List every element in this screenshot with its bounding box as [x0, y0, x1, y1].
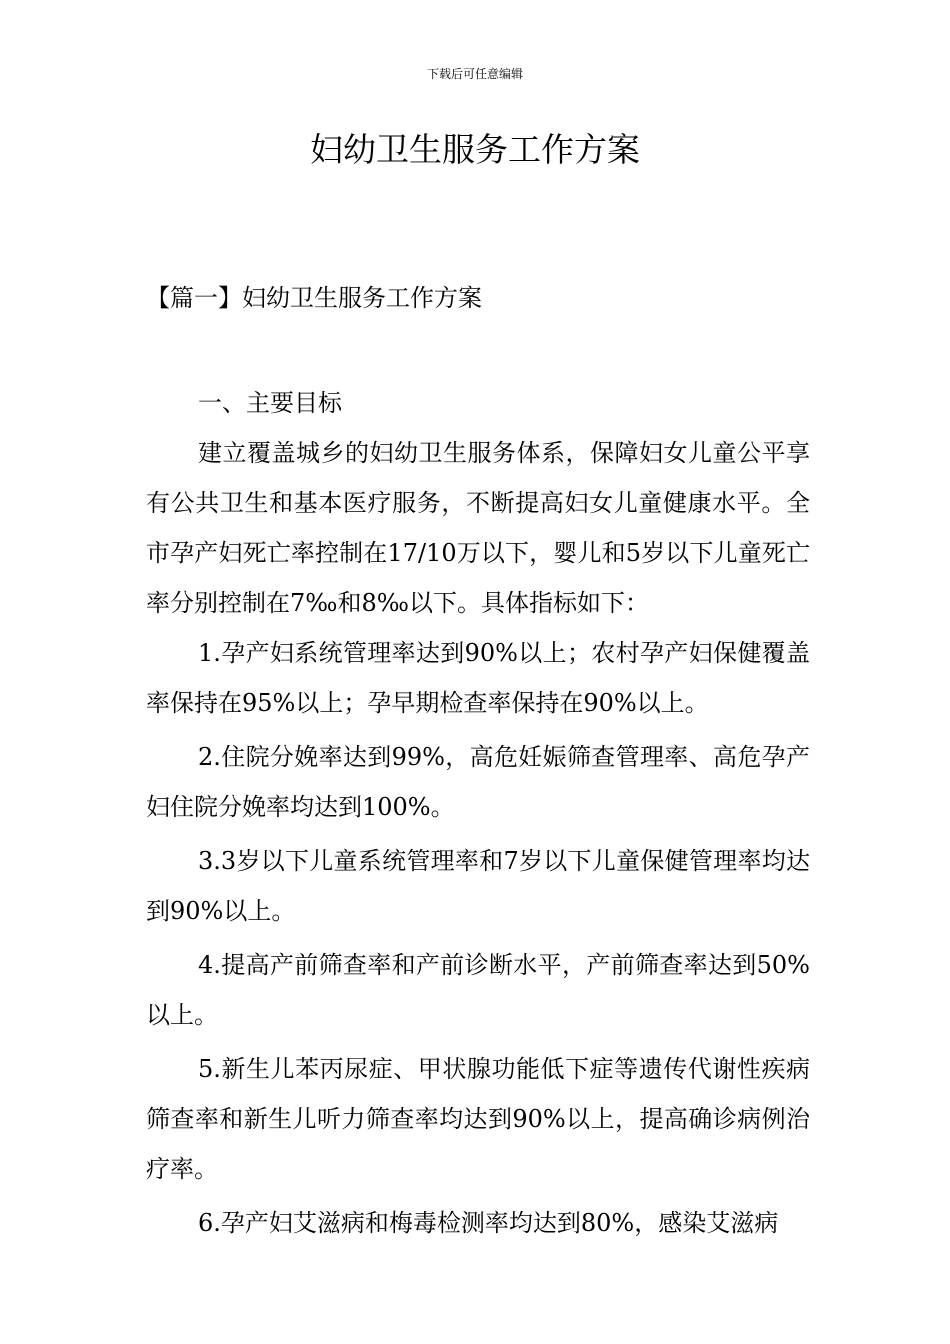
list-item-1: 1.孕产妇系统管理率达到90%以上；农村孕产妇保健覆盖率保持在95%以上；孕早期检查率保持在90%以上。 — [146, 639, 810, 717]
list-item-4: 4.提高产前筛查率和产前诊断水平，产前筛查率达到50%以上。 — [146, 951, 810, 1029]
list-item-3: 3.3岁以下儿童系统管理率和7岁以下儿童保健管理率均达到90%以上。 — [146, 847, 810, 925]
list-item-2: 2.住院分娩率达到99%，高危妊娠筛查管理率、高危孕产妇住院分娩率均达到100%。 — [146, 743, 810, 821]
goal-heading: 一、主要目标 — [198, 389, 342, 417]
header-note: 下载后可任意编辑 — [426, 67, 523, 81]
intro-paragraph: 建立覆盖城乡的妇幼卫生服务体系，保障妇女儿童公平享有公共卫生和基本医疗服务，不断提高妇女儿童健康水平。全市孕产妇死亡率控制在17/10万以下，婴儿和5岁以下儿童死亡率分别控制在7‰和8‰以下。具体指标如下： — [146, 439, 810, 617]
list-item-6: 6.孕产妇艾滋病和梅毒检测率均达到80%，感染艾滋病 — [198, 1209, 779, 1237]
list-item-5: 5.新生儿苯丙尿症、甲状腺功能低下症等遗传代谢性疾病筛查率和新生儿听力筛查率均达到90%以上，提高确诊病例治疗率。 — [146, 1055, 810, 1183]
document-body — [146, 378, 810, 1252]
part-heading: 【篇一】妇幼卫生服务工作方案 — [146, 284, 482, 312]
document-title: 妇幼卫生服务工作方案 — [310, 130, 640, 169]
